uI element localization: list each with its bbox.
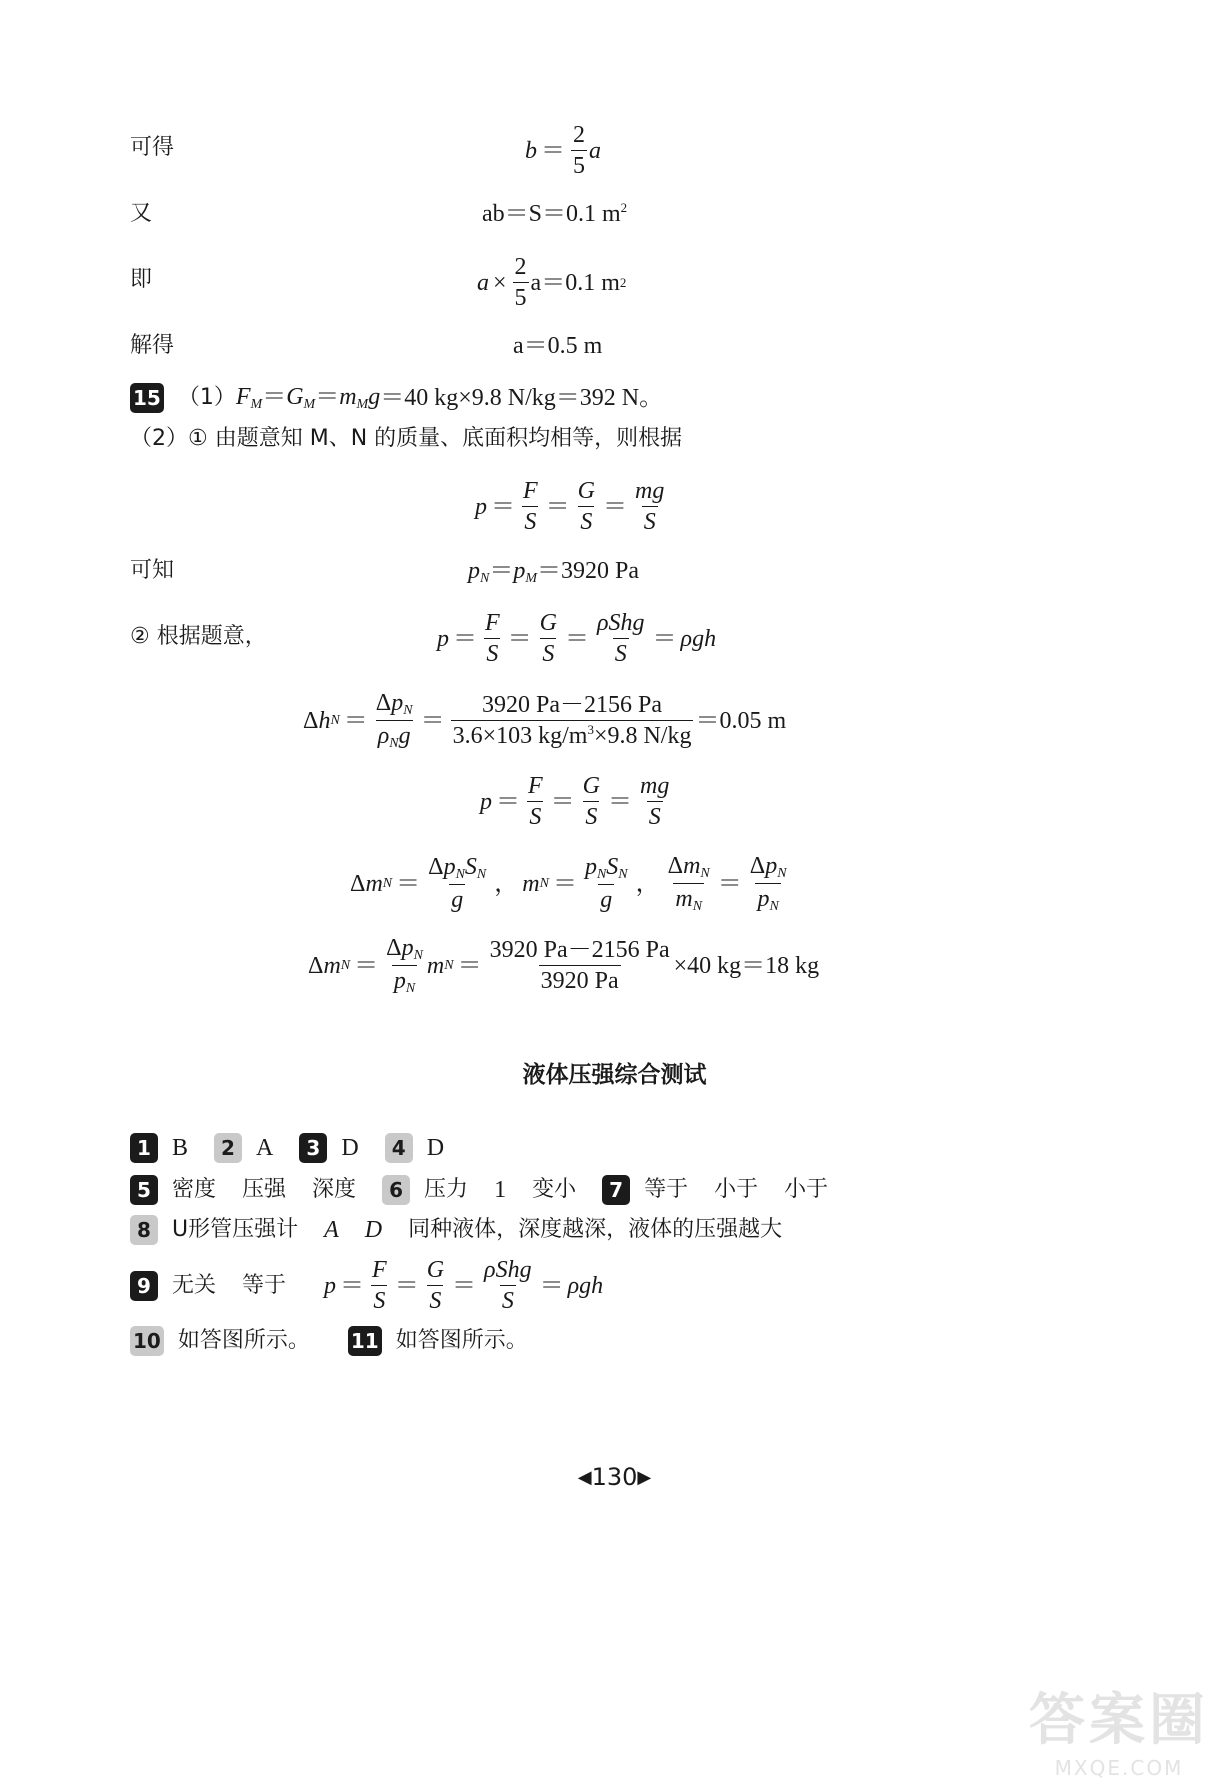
page-number: ◀130▶ xyxy=(577,1463,652,1491)
formula-pressure-1: p ＝ $\frac{F}{S}$ ＝ $\frac{G}{S}$ ＝ $\frac{mg}{S}$ xyxy=(475,478,665,536)
formula-delta-h: Δ h N ＝ $\frac{\Delta p_N}{\rho_Ng}$ ＝ $\frac{3920 Pa-2156 Pa}{3.6\times 103 kg/m^3\times 9.8 N/kg}$ ＝0.05 m xyxy=(303,690,787,752)
answer-text: 无关 xyxy=(172,1272,217,1298)
answer-text: 等于 xyxy=(644,1177,689,1202)
answer-text: 如答图所示。 xyxy=(177,1328,310,1353)
answers-row-2 xyxy=(130,1175,828,1205)
question-badge: 6 xyxy=(382,1175,410,1205)
step2-label: ② 根据题意， xyxy=(130,624,267,649)
section-title: 液体压强综合测试 xyxy=(522,1062,707,1088)
triangle-right-icon: ▶ xyxy=(637,1467,652,1488)
answers-row-4 xyxy=(130,1257,603,1315)
answers-row-1 xyxy=(130,1133,444,1163)
row-label-kezhi: 可知 xyxy=(130,558,175,583)
formula-b-eq: b ＝ $\frac{2}{5}$ a xyxy=(525,122,601,180)
row-label-jiede: 解得 xyxy=(130,333,175,358)
answer-text: 变小 xyxy=(532,1177,577,1202)
question-badge: 5 xyxy=(130,1175,158,1205)
formula-area: ab＝S＝0.1 $m^2$ xyxy=(482,200,628,227)
answer-text: 小于 xyxy=(784,1177,829,1202)
answer-text: 密度 xyxy=(172,1177,217,1202)
formula-pressure-2: p ＝ $\frac{F}{S}$ ＝ $\frac{G}{S}$ ＝ $\frac{mg}{S}$ xyxy=(480,773,670,831)
answer-text: U形管压强计 xyxy=(172,1217,299,1242)
answer-text: 等于 xyxy=(242,1272,287,1298)
question-badge: 1 xyxy=(130,1133,158,1163)
question-badge: 9 xyxy=(130,1271,158,1301)
watermark-logo: 答案圈 MXQE.COM xyxy=(1029,1688,1209,1780)
question-badge: 10 xyxy=(130,1326,164,1356)
question-badge: 4 xyxy=(385,1133,413,1163)
q15-part2-intro: （2）① 由题意知 M、N 的质量、底面积均相等，则根据 xyxy=(130,426,683,451)
answer-text: A xyxy=(324,1217,339,1243)
answer-text: D xyxy=(426,1135,445,1161)
formula-a-times: a × $\frac{2}{5}$ a＝0.1 m 2 xyxy=(477,254,627,312)
row-label-ji: 即 xyxy=(130,267,153,292)
formula-delta-m-relations: Δ m N ＝ $\frac{\Delta p_NS_N}{g}$ ， m N ＝ $\frac{p_NS_N}{g}$ ， $\frac{\Delta m_N}{m_N}$ ＝ $\frac{\Delta p_N}{p_N}$ xyxy=(350,853,787,915)
answer-text: 1 xyxy=(494,1177,507,1203)
answer-text: 压强 xyxy=(242,1177,287,1202)
answer-text: 深度 xyxy=(312,1177,357,1202)
answer-text: D xyxy=(341,1135,359,1161)
answer-text: B xyxy=(172,1135,189,1161)
triangle-left-icon: ◀ xyxy=(577,1467,592,1488)
answer-text: A xyxy=(256,1135,274,1161)
question-badge: 15 xyxy=(130,383,164,413)
answer-text: 小于 xyxy=(714,1177,759,1202)
answer-text: 压力 xyxy=(424,1177,469,1202)
formula-delta-m-result: Δ m N ＝ $\frac{\Delta p_N}{p_N}$ m N ＝ $\frac{3920 Pa-2156 Pa}{3920 Pa}$ ×40 kg＝18 kg xyxy=(308,935,820,997)
answers-row-3 xyxy=(130,1215,782,1245)
answer-text: 如答图所示。 xyxy=(395,1328,528,1353)
row-label-kede: 可得 xyxy=(130,135,175,160)
formula-pressure-rho: p ＝ $\frac{F}{S}$ ＝ $\frac{G}{S}$ ＝ $\frac{\text{ρShg}}{S}$ ＝ ρgh xyxy=(437,610,717,668)
answer-text: 同种液体，深度越深，液体的压强越大 xyxy=(408,1217,783,1242)
question-badge: 11 xyxy=(348,1326,382,1356)
formula-pn-pm: $p_N=p_M=3920$ Pa xyxy=(468,558,640,586)
formula-q9: p ＝ $\frac{F}{S}$ ＝ $\frac{G}{S}$ ＝ $\frac{\text{ρShg}}{S}$ ＝ ρgh xyxy=(324,1257,604,1315)
question-badge: 7 xyxy=(602,1175,630,1205)
question-badge: 3 xyxy=(299,1133,327,1163)
question-badge: 2 xyxy=(214,1133,242,1163)
answer-text: D xyxy=(364,1217,383,1243)
q15-part1: 15 （1） $F_M=G_M=m_Mg$ ＝40 kg×9.8 N/kg＝392 N。 xyxy=(130,383,663,413)
row-label-you: 又 xyxy=(130,201,153,226)
question-badge: 8 xyxy=(130,1215,158,1245)
answers-row-5 xyxy=(130,1326,528,1356)
formula-a-result: a＝0.5 m xyxy=(513,333,603,359)
